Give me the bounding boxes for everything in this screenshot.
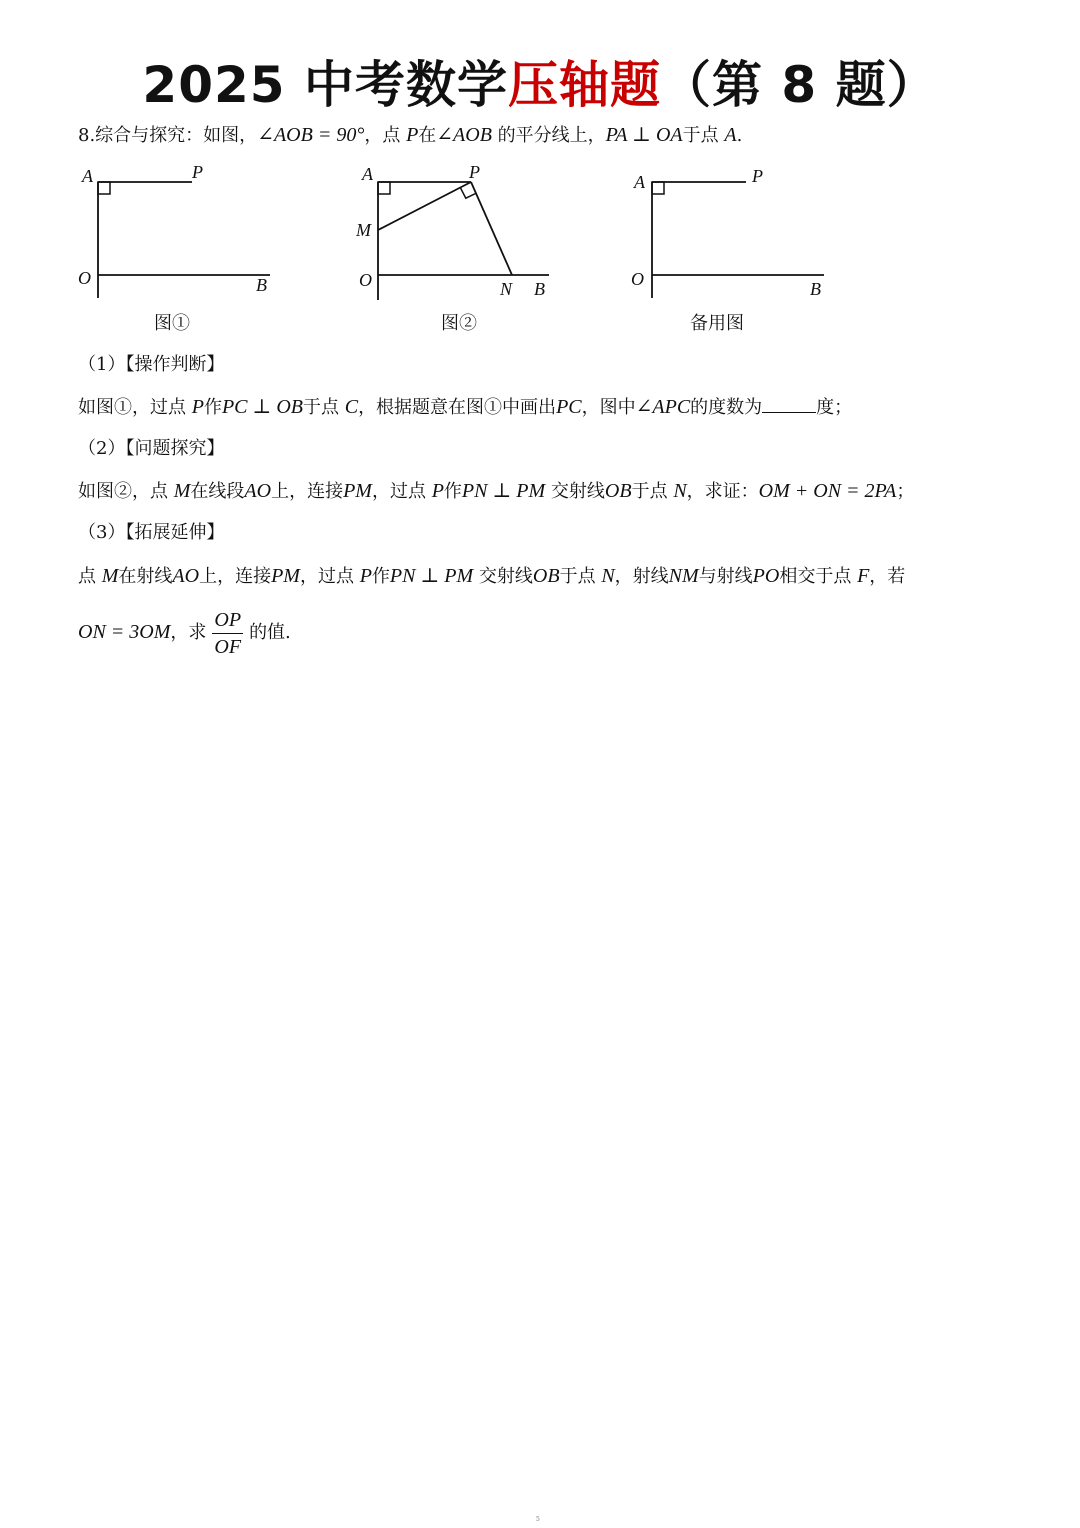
intro-math-p: P <box>406 124 419 146</box>
q3-text-10: 相交于点 <box>779 566 858 587</box>
q2-math-m: M <box>173 480 191 502</box>
label-a: A <box>634 172 645 192</box>
q2-body <box>78 479 914 504</box>
q1-math-c: C <box>344 396 359 418</box>
right-angle-mark-a <box>378 182 390 194</box>
q3-text-8: ，射线 <box>614 566 669 587</box>
segment-pm <box>378 182 471 230</box>
q2-math-pm: PM <box>343 480 372 502</box>
title-red: 压轴题 <box>507 56 661 114</box>
label-n: N <box>500 279 513 299</box>
label-m: M <box>356 220 371 240</box>
q1-text-7: 度； <box>816 397 853 418</box>
q3-math-nm: NM <box>668 565 699 587</box>
q2-text-7: 于点 <box>631 481 674 502</box>
right-angle-mark <box>652 182 664 194</box>
fraction-denominator: OF <box>214 635 242 658</box>
q3-math-m: M <box>101 565 119 587</box>
q1-math-pc: PC <box>556 396 582 418</box>
intro-math-aob: ∠AOB <box>436 124 492 146</box>
q1-text-2: 作 <box>203 397 222 418</box>
intro-math-angle: ∠AOB = 90° <box>257 124 365 146</box>
q1-math-pc-perp: PC ⊥ OB <box>221 396 303 418</box>
segment-pn <box>471 182 512 275</box>
q3-math-ob: OB <box>532 565 560 587</box>
q2-math-n: N <box>673 480 687 502</box>
label-p: P <box>469 162 480 182</box>
q3-text-1: 点 <box>78 566 102 587</box>
q3-heading: （3）【拓展延伸】 <box>78 522 225 543</box>
label-b: B <box>256 275 267 295</box>
q3-math-po: PO <box>752 565 780 587</box>
q3-body-line-1 <box>78 564 905 589</box>
intro-text-6: . <box>736 125 743 146</box>
q2-text-3: 上，连接 <box>271 481 344 502</box>
q3-math-n: N <box>601 565 615 587</box>
label-o: O <box>359 270 372 290</box>
page-number: 5 <box>536 1516 540 1523</box>
page-title <box>0 54 1080 116</box>
label-o: O <box>78 268 91 288</box>
label-o: O <box>631 269 644 289</box>
answer-blank[interactable] <box>762 396 816 413</box>
figure-1-caption: 图① <box>154 313 190 334</box>
figure-2 <box>356 160 556 305</box>
q2-math-pn-perp: PN ⊥ PM <box>461 480 546 502</box>
q1-math-p: P <box>191 396 204 418</box>
intro-text-5: 于点 <box>682 125 725 146</box>
q2-math-ob: OB <box>604 480 632 502</box>
fraction-op-over-of <box>212 607 243 660</box>
label-b: B <box>534 279 545 299</box>
q1-body <box>78 395 852 420</box>
q2-text-1: 如图②，点 <box>78 481 174 502</box>
label-p: P <box>752 166 763 186</box>
title-black-2: （第 8 题） <box>660 56 938 114</box>
q2-text-8: ，求证： <box>686 481 759 502</box>
q3-math-pn-perp: PN ⊥ PM <box>389 565 474 587</box>
q3-text-2: 在射线 <box>118 566 173 587</box>
q3-text-4: ，过点 <box>299 566 360 587</box>
intro-text-3: 在 <box>418 125 437 146</box>
q3-math-condition: ON = 3OM <box>78 621 171 643</box>
q2-math-equation: OM + ON = 2PA <box>758 480 897 502</box>
label-a: A <box>82 166 93 186</box>
q3-text-11: ，若 <box>869 566 906 587</box>
q1-text-4: ，根据题意在图①中画出 <box>358 397 557 418</box>
q1-text-1: 如图①，过点 <box>78 397 192 418</box>
q2-text-6: 交射线 <box>545 481 605 502</box>
figure-3-caption: 备用图 <box>690 313 744 334</box>
q2-math-ao: AO <box>244 480 272 502</box>
intro-text-4: 的平分线上， <box>491 125 606 146</box>
intro-text-2: ，点 <box>364 125 407 146</box>
figure-3 <box>628 160 838 305</box>
right-angle-mark <box>98 182 110 194</box>
label-p: P <box>192 162 203 182</box>
q2-text-2: 在线段 <box>190 481 245 502</box>
q3-text-13: 的值. <box>249 622 291 643</box>
q1-heading: （1）【操作判断】 <box>78 354 225 375</box>
label-b: B <box>810 279 821 299</box>
q1-text-5: ，图中 <box>581 397 636 418</box>
fraction-numerator: OP <box>212 607 243 634</box>
q2-text-5: 作 <box>443 481 462 502</box>
q3-text-6: 交射线 <box>473 566 533 587</box>
q1-math-apc: ∠APC <box>635 396 691 418</box>
q2-text-9: ； <box>896 481 915 502</box>
q3-text-9: 与射线 <box>698 566 753 587</box>
figure-1 <box>74 160 294 305</box>
q3-body-line-2 <box>78 604 291 661</box>
q2-math-p: P <box>431 480 444 502</box>
q2-text-4: ，过点 <box>371 481 432 502</box>
q3-text-12: ，求 <box>170 622 207 643</box>
intro-math-a: A <box>724 124 737 146</box>
intro-text-1: 8.综合与探究：如图， <box>78 125 258 146</box>
problem-intro <box>78 123 742 148</box>
intro-math-perp: PA ⊥ OA <box>605 124 683 146</box>
title-black: 2025 中考数学 <box>142 56 508 114</box>
q2-heading: （2）【问题探究】 <box>78 438 225 459</box>
q1-text-6: 的度数为 <box>690 397 763 418</box>
q3-text-7: 于点 <box>559 566 602 587</box>
q1-text-3: 于点 <box>302 397 345 418</box>
q3-math-p: P <box>359 565 372 587</box>
q3-text-5: 作 <box>371 566 390 587</box>
q3-math-pm: PM <box>271 565 300 587</box>
label-a: A <box>362 164 373 184</box>
figure-2-caption: 图② <box>441 313 477 334</box>
q3-math-ao: AO <box>172 565 200 587</box>
q3-math-f: F <box>857 565 870 587</box>
q3-text-3: 上，连接 <box>199 566 272 587</box>
